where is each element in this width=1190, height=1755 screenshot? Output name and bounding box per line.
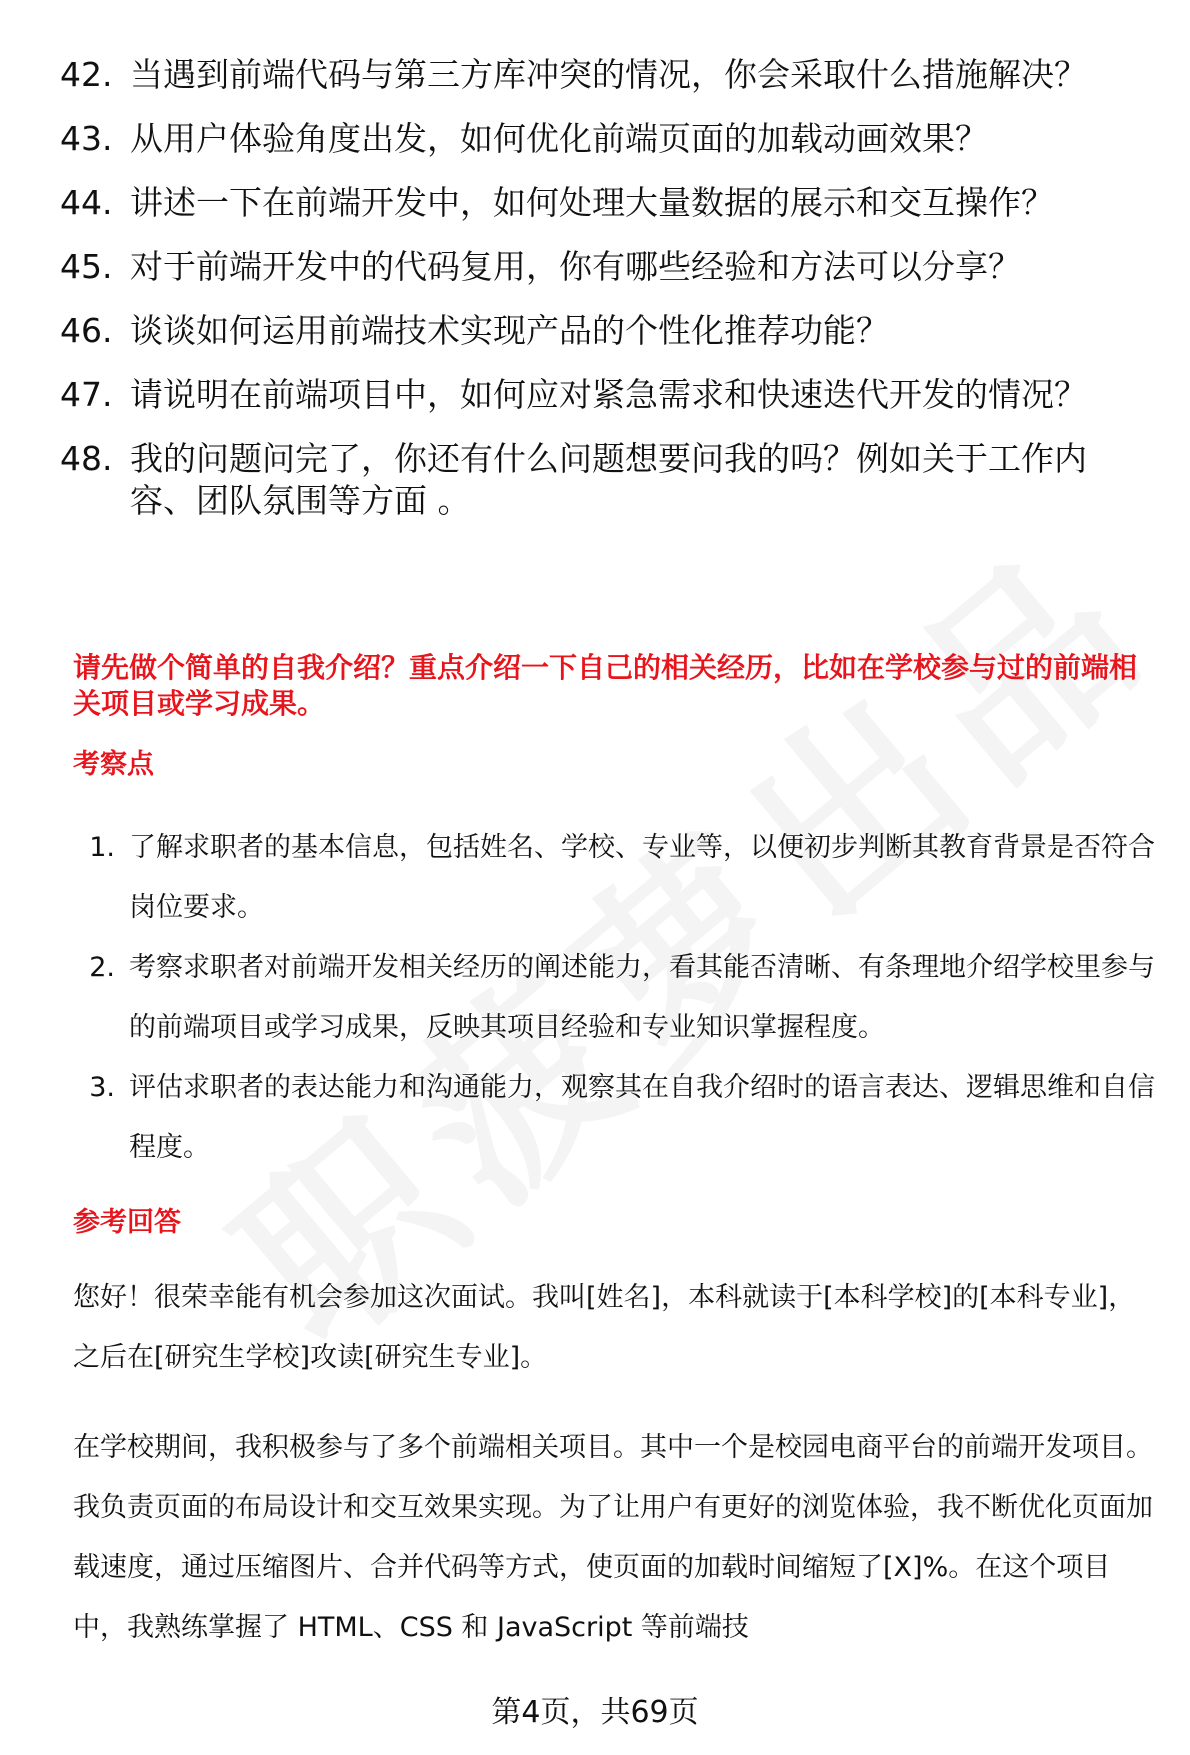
point-text: 了解求职者的基本信息，包括姓名、学校、专业等，以便初步判断其教育背景是否符合岗位要求。 (129, 832, 1155, 923)
question-text: 当遇到前端代码与第三方库冲突的情况，你会采取什么措施解决？ (130, 55, 1087, 94)
question-number: 43. (60, 119, 113, 158)
question-number: 48. (60, 439, 113, 478)
point-number: 1. (89, 832, 115, 863)
point-number: 2. (89, 952, 115, 983)
point-text: 评估求职者的表达能力和沟通能力，观察其在自我介绍时的语言表达、逻辑思维和自信程度。 (129, 1072, 1155, 1163)
answer-paragraph: 您好！很荣幸能有机会参加这次面试。我叫[姓名]，本科就读于[本科学校]的[本科专业]，之后在[研究生学校]攻读[研究生专业]。 (73, 1282, 1136, 1373)
question-text: 从用户体验角度出发，如何优化前端页面的加载动画效果？ (130, 119, 988, 158)
question-number: 46. (60, 311, 113, 350)
list-item (60, 246, 1160, 288)
question-text: 我的问题问完了，你还有什么问题想要问我的吗？例如关于工作内容、团队氛围等方面 。 (130, 439, 1087, 520)
reference-answer-label: 参考回答 (73, 1207, 181, 1238)
list-item (60, 438, 1160, 522)
answer-paragraph: 在学校期间，我积极参与了多个前端相关项目。其中一个是校园电商平台的前端开发项目。我负责页面的布局设计和交互效果实现。为了让用户有更好的浏览体验，我不断优化页面加载速度，通过压缩图片、合并代码等方式，使页面的加载时间缩短了[X]%。在这个项目中，我熟练掌握了 HTML、CSS 和 JavaScript 等前端技 (73, 1432, 1153, 1643)
check-points-label: 考察点 (73, 749, 154, 780)
list-item (73, 938, 1163, 1058)
list-item (60, 54, 1160, 96)
list-item (60, 310, 1160, 352)
question-number: 47. (60, 375, 113, 414)
intro-question-heading: 请先做个简单的自我介绍？重点介绍一下自己的相关经历，比如在学校参与过的前端相关项目或学习成果。 (73, 651, 1138, 720)
point-text: 考察求职者对前端开发相关经历的阐述能力，看其能否清晰、有条理地介绍学校里参与的前端项目或学习成果，反映其项目经验和专业知识掌握程度。 (129, 952, 1155, 1043)
question-text: 请说明在前端项目中，如何应对紧急需求和快速迭代开发的情况？ (130, 375, 1087, 414)
list-item (60, 182, 1160, 224)
question-number: 42. (60, 55, 113, 94)
question-number: 44. (60, 183, 113, 222)
list-item (60, 374, 1160, 416)
question-text: 谈谈如何运用前端技术实现产品的个性化推荐功能？ (130, 311, 889, 350)
question-number: 45. (60, 247, 113, 286)
list-item (73, 818, 1163, 938)
point-number: 3. (89, 1072, 115, 1103)
list-item (60, 118, 1160, 160)
check-points-list (73, 818, 1163, 1178)
question-list (60, 54, 1160, 544)
list-item (73, 1058, 1163, 1178)
question-text: 对于前端开发中的代码复用，你有哪些经验和方法可以分享？ (130, 247, 1021, 286)
question-text: 讲述一下在前端开发中，如何处理大量数据的展示和交互操作？ (130, 183, 1054, 222)
page-number-footer: 第4页，共69页 (491, 1695, 699, 1730)
